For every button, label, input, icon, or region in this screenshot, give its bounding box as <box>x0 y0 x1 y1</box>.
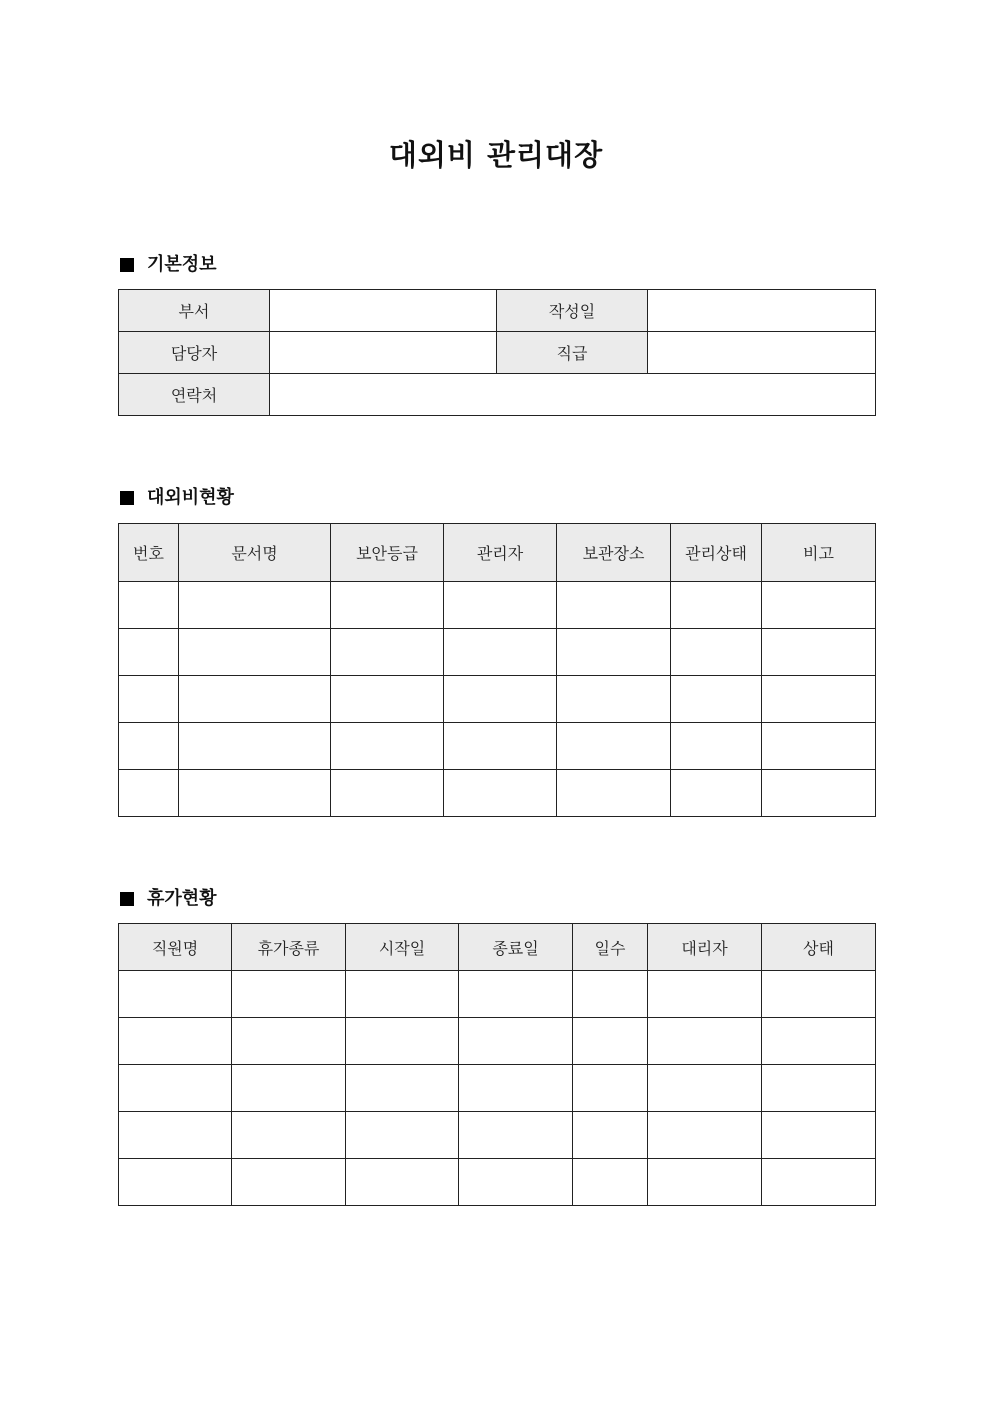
table-cell[interactable] <box>179 582 331 629</box>
column-header-remarks: 비고 <box>762 524 876 582</box>
leave-status-table <box>118 923 876 1206</box>
column-header-employee-name: 직원명 <box>119 924 232 971</box>
table-row <box>119 582 876 629</box>
table-cell[interactable] <box>331 629 444 676</box>
column-header-security-level: 보안등급 <box>331 524 444 582</box>
department-label: 부서 <box>119 290 270 332</box>
table-cell[interactable] <box>648 1159 762 1206</box>
table-row <box>119 676 876 723</box>
table-cell[interactable] <box>671 770 762 817</box>
table-cell[interactable] <box>331 770 444 817</box>
column-header-storage-location: 보관장소 <box>557 524 671 582</box>
table-cell[interactable] <box>444 676 557 723</box>
table-cell[interactable] <box>119 1159 232 1206</box>
column-header-management-status: 관리상태 <box>671 524 762 582</box>
table-cell[interactable] <box>762 1112 876 1159</box>
table-cell[interactable] <box>119 723 179 770</box>
table-cell[interactable] <box>346 1159 459 1206</box>
table-cell[interactable] <box>762 1018 876 1065</box>
table-cell[interactable] <box>557 582 671 629</box>
table-cell[interactable] <box>119 1065 232 1112</box>
table-cell[interactable] <box>573 1159 648 1206</box>
table-cell[interactable] <box>179 770 331 817</box>
table-cell[interactable] <box>119 582 179 629</box>
table-row <box>119 1112 876 1159</box>
table-cell[interactable] <box>232 1159 346 1206</box>
section-heading-confidential-docs <box>118 485 234 511</box>
position-field[interactable] <box>648 332 876 374</box>
section-heading-leave-status <box>118 886 217 912</box>
table-cell[interactable] <box>762 582 876 629</box>
table-cell[interactable] <box>179 676 331 723</box>
contact-field[interactable] <box>270 374 876 416</box>
table-cell[interactable] <box>648 1065 762 1112</box>
table-cell[interactable] <box>671 582 762 629</box>
table-cell[interactable] <box>346 971 459 1018</box>
table-row <box>119 290 876 332</box>
column-header-document-name: 문서명 <box>179 524 331 582</box>
table-cell[interactable] <box>331 723 444 770</box>
column-header-status: 상태 <box>762 924 876 971</box>
table-cell[interactable] <box>119 1112 232 1159</box>
table-row <box>119 1065 876 1112</box>
table-cell[interactable] <box>331 582 444 629</box>
table-cell[interactable] <box>762 723 876 770</box>
table-cell[interactable] <box>671 676 762 723</box>
table-cell[interactable] <box>762 1159 876 1206</box>
column-header-end-date: 종료일 <box>459 924 573 971</box>
table-cell[interactable] <box>232 971 346 1018</box>
table-cell[interactable] <box>648 1018 762 1065</box>
table-cell[interactable] <box>119 1018 232 1065</box>
table-row <box>119 332 876 374</box>
position-label: 직급 <box>497 332 648 374</box>
table-cell[interactable] <box>557 629 671 676</box>
created-date-label: 작성일 <box>497 290 648 332</box>
table-header-row <box>119 924 876 971</box>
table-cell[interactable] <box>573 1065 648 1112</box>
table-cell[interactable] <box>762 1065 876 1112</box>
table-cell[interactable] <box>671 723 762 770</box>
table-cell[interactable] <box>346 1018 459 1065</box>
page-title: 대외비 관리대장 <box>388 138 604 172</box>
table-cell[interactable] <box>762 676 876 723</box>
table-cell[interactable] <box>444 582 557 629</box>
square-bullet-icon <box>120 491 134 505</box>
table-header-row <box>119 524 876 582</box>
table-cell[interactable] <box>119 971 232 1018</box>
column-header-manager: 관리자 <box>444 524 557 582</box>
table-cell[interactable] <box>762 971 876 1018</box>
table-cell[interactable] <box>232 1112 346 1159</box>
table-cell[interactable] <box>459 1159 573 1206</box>
table-row <box>119 1159 876 1206</box>
table-row <box>119 971 876 1018</box>
section-heading-basic-info <box>118 252 217 278</box>
confidential-docs-table <box>118 523 876 817</box>
table-row <box>119 1018 876 1065</box>
table-cell[interactable] <box>444 629 557 676</box>
column-header-substitute: 대리자 <box>648 924 762 971</box>
table-cell[interactable] <box>459 1112 573 1159</box>
table-cell[interactable] <box>346 1065 459 1112</box>
table-cell[interactable] <box>573 971 648 1018</box>
table-cell[interactable] <box>119 676 179 723</box>
table-cell[interactable] <box>762 770 876 817</box>
department-field[interactable] <box>270 290 497 332</box>
column-header-days: 일수 <box>573 924 648 971</box>
table-cell[interactable] <box>671 629 762 676</box>
section-heading-label: 휴가현황 <box>147 888 217 909</box>
table-cell[interactable] <box>459 971 573 1018</box>
section-heading-label: 대외비현황 <box>147 487 234 508</box>
table-cell[interactable] <box>444 770 557 817</box>
table-row <box>119 770 876 817</box>
table-cell[interactable] <box>648 1112 762 1159</box>
table-cell[interactable] <box>119 629 179 676</box>
table-cell[interactable] <box>331 676 444 723</box>
table-cell[interactable] <box>557 676 671 723</box>
table-cell[interactable] <box>762 629 876 676</box>
contact-label: 연락처 <box>119 374 270 416</box>
table-cell[interactable] <box>179 723 331 770</box>
table-row <box>119 629 876 676</box>
table-cell[interactable] <box>573 1018 648 1065</box>
created-date-field[interactable] <box>648 290 876 332</box>
column-header-start-date: 시작일 <box>346 924 459 971</box>
table-cell[interactable] <box>232 1018 346 1065</box>
table-cell[interactable] <box>346 1112 459 1159</box>
manager-label: 담당자 <box>119 332 270 374</box>
table-cell[interactable] <box>557 723 671 770</box>
table-row <box>119 374 876 416</box>
table-cell[interactable] <box>459 1065 573 1112</box>
manager-field[interactable] <box>270 332 497 374</box>
column-header-number: 번호 <box>119 524 179 582</box>
table-cell[interactable] <box>119 770 179 817</box>
table-cell[interactable] <box>444 723 557 770</box>
table-cell[interactable] <box>573 1112 648 1159</box>
column-header-leave-type: 휴가종류 <box>232 924 346 971</box>
square-bullet-icon <box>120 892 134 906</box>
table-cell[interactable] <box>232 1065 346 1112</box>
table-cell[interactable] <box>557 770 671 817</box>
section-heading-label: 기본정보 <box>147 254 217 275</box>
square-bullet-icon <box>120 258 134 272</box>
table-cell[interactable] <box>459 1018 573 1065</box>
table-row <box>119 723 876 770</box>
basic-info-table <box>118 289 876 416</box>
table-cell[interactable] <box>648 971 762 1018</box>
table-cell[interactable] <box>179 629 331 676</box>
